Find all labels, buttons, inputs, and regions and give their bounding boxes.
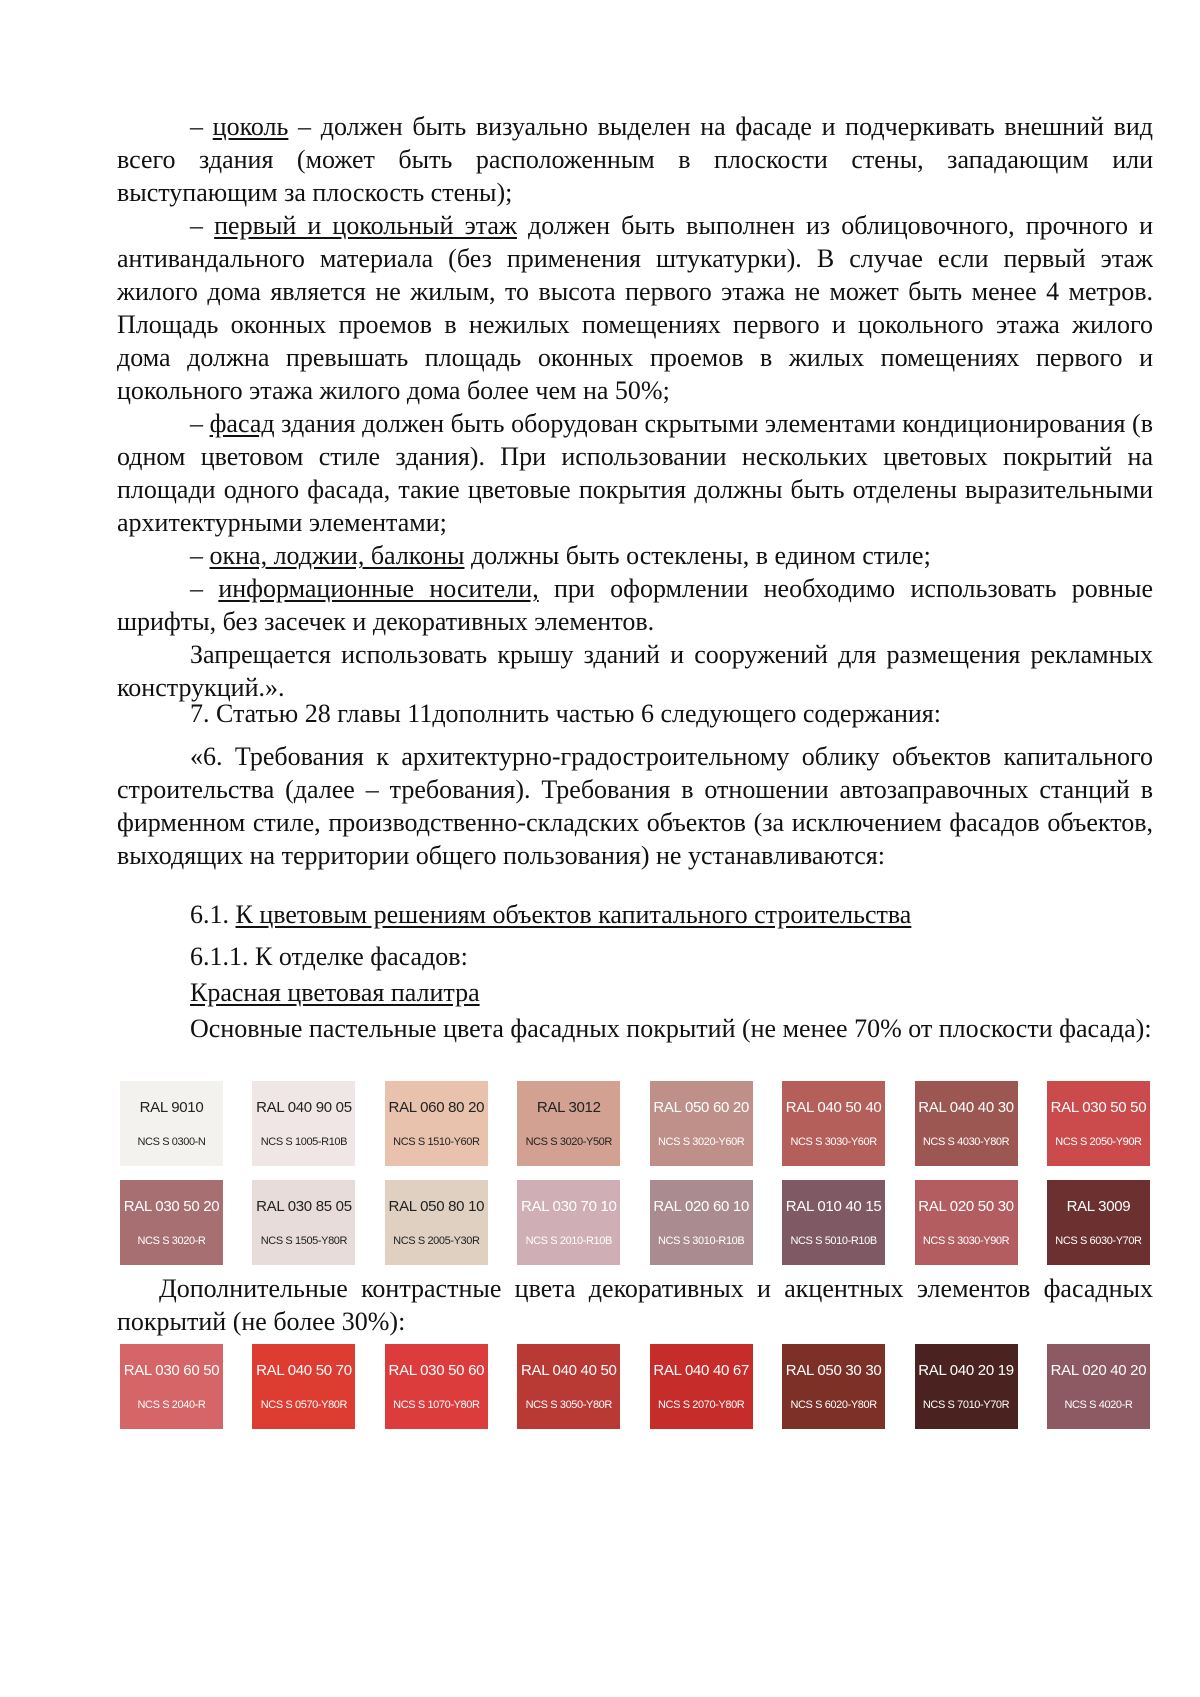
color-swatch: [782, 1180, 885, 1265]
color-swatch: [650, 1344, 753, 1429]
ral-code: RAL 030 60 50: [123, 1362, 220, 1379]
ncs-code: NCS S 3010-R10B: [658, 1235, 745, 1247]
paragraph-facade: [117, 407, 1153, 539]
color-swatch: [1047, 1344, 1150, 1429]
section-heading-6-1: [117, 898, 1153, 931]
ncs-code: NCS S 2010-R10B: [525, 1235, 612, 1247]
paragraph-text: при оформлении необходимо использовать ровные шрифты, без засечек и декоративных элементов.: [117, 574, 1153, 636]
dash: –: [190, 211, 215, 240]
color-swatch: [385, 1081, 488, 1166]
ral-code: RAL 040 50 40: [785, 1099, 882, 1116]
requirements-section: [117, 740, 1153, 872]
main-palette-row-2: [120, 1180, 1150, 1265]
ncs-code: NCS S 0300-N: [137, 1136, 206, 1148]
ral-code: RAL 030 50 20: [123, 1198, 220, 1215]
ral-code: RAL 030 70 10: [520, 1198, 617, 1215]
palette-title: [117, 976, 1153, 1009]
color-swatch: [1047, 1081, 1150, 1166]
ral-code: RAL 040 90 05: [256, 1099, 352, 1116]
color-swatch: [252, 1180, 355, 1265]
color-swatch: [517, 1180, 620, 1265]
color-swatch: [915, 1081, 1018, 1166]
ncs-code: NCS S 6030-Y70R: [1055, 1235, 1142, 1247]
paragraph-text: должны быть остеклены, в едином стиле;: [464, 541, 931, 570]
paragraph-info-carriers: [117, 572, 1153, 638]
term-facade: фасад: [209, 409, 275, 438]
ncs-code: NCS S 3030-Y60R: [790, 1136, 877, 1148]
paragraph-text: должен быть выполнен из облицовочного, прочного и антивандального материала (без применения штукатурки). В случае если первый этаж жилого дома является не жилым, то высота первого этажа не может быть менее 4 метров. Площадь оконных проемов в нежилых помещениях первого и цокольного этажа жилого дома должна превышать площадь оконных проемов в жилых помещениях первого и цокольного этажа жилого дома более чем на 50%;: [117, 211, 1154, 405]
accent-palette-row: [120, 1344, 1150, 1429]
ncs-code: NCS S 1070-Y80R: [393, 1399, 480, 1411]
ncs-code: NCS S 6020-Y80R: [790, 1399, 877, 1411]
color-swatch: [385, 1180, 488, 1265]
ncs-code: NCS S 3030-Y90R: [922, 1235, 1010, 1247]
color-swatch: [120, 1344, 223, 1429]
ncs-code: NCS S 7010-Y70R: [922, 1399, 1010, 1411]
article-amendment: [117, 697, 1153, 730]
color-swatch: [120, 1180, 223, 1265]
ral-code: RAL 040 20 19: [918, 1362, 1014, 1379]
dash: –: [190, 574, 219, 603]
dash: –: [190, 409, 210, 438]
term-windows: окна, лоджии, балконы: [209, 541, 465, 570]
color-swatch: [782, 1344, 885, 1429]
ral-code: RAL 9010: [139, 1099, 204, 1116]
accent-colors-caption: Дополнительные контрастные цвета декоративных и акцентных элементов фасадных покрытий (не более 30%):: [117, 1274, 1153, 1336]
paragraph-article-28: 7. Статью 28 главы 11дополнить частью 6 следующего содержания:: [190, 699, 941, 728]
ncs-code: NCS S 5010-R10B: [790, 1235, 877, 1247]
ral-code: RAL 040 40 30: [918, 1099, 1014, 1116]
ncs-code: NCS S 3020-Y60R: [658, 1136, 745, 1148]
ncs-code: NCS S 3020-R: [137, 1235, 206, 1247]
term-plinth: цоколь: [212, 112, 289, 141]
ral-code: RAL 010 40 15: [785, 1198, 882, 1215]
color-swatch: [915, 1344, 1018, 1429]
color-swatch: [1047, 1180, 1150, 1265]
color-swatch: [650, 1081, 753, 1166]
main-palette-row-1: [120, 1081, 1150, 1166]
subsection-heading-6-1-1: 6.1.1. К отделке фасадов:: [190, 942, 468, 971]
ncs-code: NCS S 1510-Y60R: [393, 1136, 480, 1148]
ncs-code: NCS S 1005-R10B: [260, 1136, 348, 1148]
subsection-block: [117, 940, 1153, 973]
ral-code: RAL 020 50 30: [918, 1198, 1014, 1215]
color-swatch: [517, 1081, 620, 1166]
ncs-code: NCS S 3020-Y50R: [525, 1136, 612, 1148]
color-swatch: [517, 1344, 620, 1429]
section-title: К цветовым решениям объектов капитального строительства: [235, 900, 912, 929]
term-info-carriers: информационные носители,: [218, 574, 539, 603]
palette-title-text: Красная цветовая палитра: [190, 978, 480, 1007]
paragraph-text: здания должен быть оборудован скрытыми элементами кондиционирования (в одном цветовом стиле здания). При использовании нескольких цветовых покрытий на площади одного фасада, такие цветовые покрытия должны быть отделены выразительными архитектурными элементами;: [117, 409, 1153, 537]
ral-code: RAL 030 50 50: [1050, 1099, 1147, 1116]
dash: –: [190, 541, 210, 570]
paragraph-plinth: [117, 110, 1153, 209]
color-swatch: [252, 1344, 355, 1429]
ral-code: RAL 050 80 10: [388, 1198, 485, 1215]
requirements-list: [117, 110, 1153, 704]
color-swatch: [120, 1081, 223, 1166]
paragraph-windows: [117, 539, 1153, 572]
ral-code: RAL 3012: [536, 1099, 601, 1116]
ncs-code: NCS S 4030-Y80R: [922, 1136, 1010, 1148]
color-swatch: [915, 1180, 1018, 1265]
ncs-code: NCS S 2050-Y90R: [1055, 1136, 1142, 1148]
ncs-code: NCS S 4020-R: [1064, 1399, 1133, 1411]
ral-code: RAL 030 85 05: [256, 1198, 352, 1215]
ral-code: RAL 030 50 60: [388, 1362, 485, 1379]
section-number: 6.1.: [190, 900, 236, 929]
section-heading-block: [117, 898, 1153, 931]
ral-code: RAL 3009: [1066, 1198, 1131, 1215]
ncs-code: NCS S 2040-R: [137, 1399, 206, 1411]
term-first-floor: первый и цокольный этаж: [214, 211, 517, 240]
color-swatch: [385, 1344, 488, 1429]
ral-code: RAL 050 60 20: [653, 1099, 749, 1116]
paragraph-text: – должен быть визуально выделен на фасаде и подчеркивать внешний вид всего здания (может быть расположенным в плоскости стены, западающим или выступающим за плоскость стены);: [117, 112, 1154, 207]
ral-code: RAL 050 30 30: [785, 1362, 882, 1379]
ral-code: RAL 060 80 20: [388, 1099, 485, 1116]
main-colors-caption: Основные пастельные цвета фасадных покрытий (не менее 70% от плоскости фасада):: [190, 1014, 1152, 1043]
ral-code: RAL 040 40 67: [653, 1362, 749, 1379]
ral-code: RAL 020 40 20: [1050, 1362, 1147, 1379]
accent-colors-caption-block: [117, 1272, 1153, 1338]
ncs-code: NCS S 3050-Y80R: [525, 1399, 612, 1411]
paragraph-requirements-intro: «6. Требования к архитектурно-градостроительному облику объектов капитального строительства (далее – требования). Требования в отношении автозаправочных станций в фирменном стиле, производственно-складских объектов (за исключением фасадов объектов, выходящих на территории общего пользования) не устанавливаются:: [117, 742, 1153, 870]
ral-code: RAL 020 60 10: [653, 1198, 749, 1215]
ncs-code: NCS S 2005-Y30R: [393, 1235, 480, 1247]
ncs-code: NCS S 1505-Y80R: [260, 1235, 348, 1247]
dash: –: [190, 112, 213, 141]
ral-code: RAL 040 50 70: [256, 1362, 352, 1379]
ral-code: RAL 040 40 50: [520, 1362, 617, 1379]
palette-title-block: [117, 976, 1153, 1009]
color-swatch: [252, 1081, 355, 1166]
ncs-code: NCS S 2070-Y80R: [658, 1399, 745, 1411]
color-swatch: [782, 1081, 885, 1166]
paragraph-first-floor: [117, 209, 1153, 407]
ncs-code: NCS S 0570-Y80R: [260, 1399, 348, 1411]
main-colors-caption-block: [117, 1012, 1153, 1045]
color-swatch: [650, 1180, 753, 1265]
paragraph-roof-ban: Запрещается использовать крышу зданий и сооружений для размещения рекламных конструкций.».: [117, 640, 1153, 702]
